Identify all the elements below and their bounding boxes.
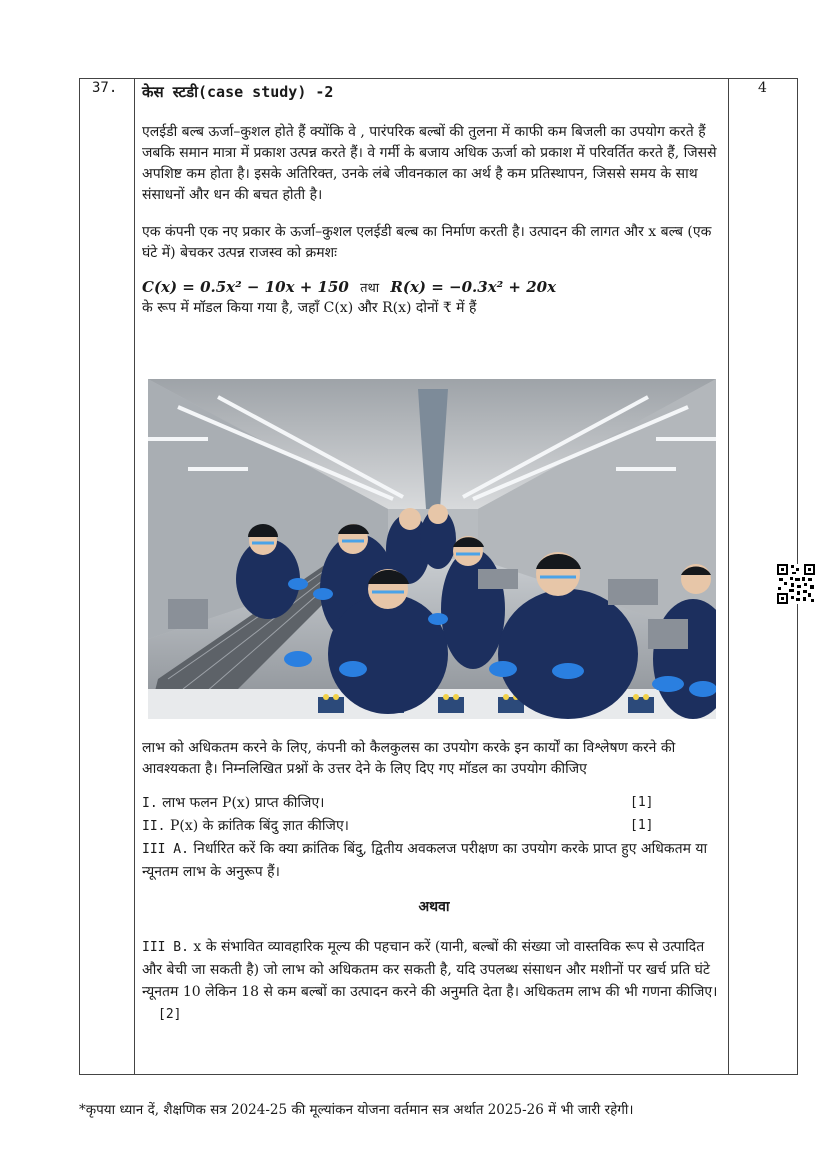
revenue-function: R(x) = −0.3x² + 20x — [390, 278, 557, 296]
column-divider-right — [728, 78, 729, 1075]
intro-paragraph: एलईडी बल्ब ऊर्जा–कुशल होते हैं क्योंकि वे , पारंपरिक बल्बों की तुलना में काफी कम बिजली का उपयोग करते हैं जबकि समान मात्रा में प्रकाश उत्पन्न करते हैं। वे गर्मी के बजाय अधिक ऊर्जा को प्रकाश में परिवर्तित करते हैं, जिससे अपशिष्ट कम होता है। इसके अतिरिक्त, उनके लंबे जीवनकाल का अर्थ है कम प्रतिस्थापन, जिससे समय के साथ संसाधनों और धन की बचत होती है। — [142, 124, 717, 203]
subquestion-1-label: I. — [142, 796, 158, 811]
question-content — [142, 82, 724, 319]
subquestion-1-marks: [1] — [630, 795, 654, 810]
question-marks: 4 — [758, 80, 767, 96]
subquestion-3b-text: x के संभावित व्यावहारिक मूल्य की पहचान करें (यानी, बल्बों की संख्या जो वास्तविक रूप से उत्पादित और बेची जा सकती है) जो लाभ को अधिकतम कर सकती है, यदि उपलब्ध संसाधन और मशीनों पर खर्च प्रति घंटे न्यूनतम 10 लेकिन 18 से कम बल्बों का उत्पादन करने की अनुमति देता है। अधिकतम लाभ की भी गणना कीजिए। — [142, 939, 718, 1000]
question-number: 37. — [92, 80, 118, 96]
column-divider-left — [134, 78, 135, 1075]
subquestion-3a-text: निर्धारित करें कि क्या क्रांतिक बिंदु, द्वितीय अवकलज परीक्षण का उपयोग करके प्राप्त हुए अधिकतम या न्यूनतम लाभ के अनुरूप हैं। — [142, 841, 708, 880]
qr-code — [777, 564, 815, 604]
subquestion-2-text: P(x) के क्रांतिक बिंदु ज्ञात कीजिए। — [169, 818, 349, 834]
footnote: *कृपया ध्यान दें, शैक्षणिक सत्र 2024-25 की मूल्यांकन योजना वर्तमान सत्र अर्थात 2025-26 में भी जारी रहेगी। — [79, 1102, 634, 1118]
or-divider: अथवा — [418, 899, 450, 915]
factory-photo — [148, 379, 716, 719]
formula-joiner: तथा — [360, 281, 380, 296]
subquestion-3b-marks: [2] — [158, 1007, 182, 1022]
subquestion-1-text: लाभ फलन P(x) प्राप्त कीजिए। — [162, 795, 325, 811]
subquestion-2-marks: [1] — [630, 818, 654, 833]
subquestion-3a — [142, 838, 726, 883]
subquestion-3b-label: III B. — [142, 940, 189, 955]
company-paragraph: एक कंपनी एक नए प्रकार के ऊर्जा–कुशल एलईडी बल्ब का निर्माण करती है। उत्पादन की लागत और x बल्ब (एक घंटे में) बेचकर उत्पन्न राजस्व को क्रमशः — [142, 224, 712, 261]
subquestion-3a-label: III A. — [142, 842, 189, 857]
subquestion-2 — [142, 815, 726, 838]
subquestion-2-label: II. — [142, 819, 166, 834]
case-study-title: केस स्टडी(case study) -2 — [142, 83, 334, 101]
subquestion-3b — [142, 936, 726, 1026]
model-note: के रूप में मॉडल किया गया है, जहाँ C(x) और R(x) दोनों ₹ में हैं — [142, 300, 477, 316]
tasks-section — [142, 738, 726, 1026]
instructions-paragraph: लाभ को अधिकतम करने के लिए, कंपनी को कैलकुलस का उपयोग करके इन कार्यों का विश्लेषण करने की आवश्यकता है। निम्नलिखित प्रश्नों के उत्तर देने के लिए दिए गए मॉडल का उपयोग कीजिए — [142, 740, 676, 777]
subquestion-1 — [142, 792, 726, 815]
cost-function: C(x) = 0.5x² − 10x + 150 — [142, 278, 349, 296]
formula-line — [142, 278, 724, 296]
